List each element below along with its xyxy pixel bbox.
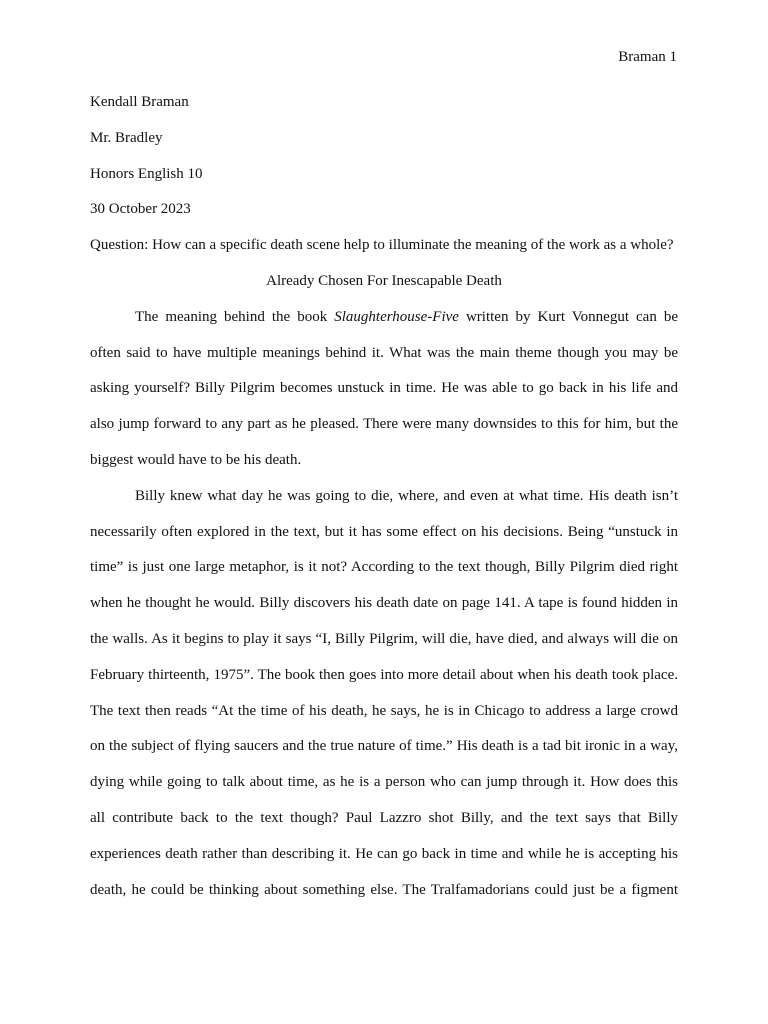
paragraph-2-line: death, he could be thinking about something else. The Tralfamadorians could just be a figment [90,881,678,898]
paragraph-2-line: The text then reads “At the time of his death, he says, he is in Chicago to address a large crowd [90,702,678,719]
paragraph-2-line: on the subject of flying saucers and the true nature of time.” His death is a tad bit ironic in a way, [90,738,678,755]
paragraph-2-line: the walls. As it begins to play it says “I, Billy Pilgrim, will die, have died, and always will die on [90,630,678,647]
paragraph-1-line-1 [90,305,678,341]
book-title-italic: Slaughterhouse-Five [334,308,459,325]
running-head: Braman 1 [618,49,677,65]
essay-body [90,90,678,913]
paragraph-2-line: all contribute back to the text though? Paul Lazzro shot Billy, and the text says that Billy [90,809,678,826]
text-span: written by Kurt Vonnegut can be [458,308,678,325]
paragraph-2-line: experiences death rather than describing it. He can go back in time and while he is accepting his [90,845,678,862]
paragraph-2-line: dying while going to talk about time, as he is a person who can jump through it. How does this [90,774,678,791]
paragraph-1-line-5: biggest would have to be his death. [90,451,302,468]
paragraph-2-line: time” is just one large metaphor, is it not? According to the text though, Billy Pilgrim died right [90,559,678,576]
essay-date: 30 October 2023 [90,201,191,218]
paragraph-2-line: February thirteenth, 1975”. The book then goes into more detail about when his death took place. [90,666,678,683]
paragraph-1-line-2: often said to have multiple meanings behind it. What was the main theme though you may be [90,344,678,361]
paragraph-2-line: Billy knew what day he was going to die, where, and even at what time. His death isn’t [135,487,678,504]
text-span: The meaning behind the book [135,308,335,325]
essay-question: Question: How can a specific death scene help to illuminate the meaning of the work as a whole? [90,237,674,254]
essay-title: Already Chosen For Inescapable Death [266,272,502,289]
paragraph-1-line-4: also jump forward to any part as he pleased. There were many downsides to this for him, but the [90,416,678,433]
paragraph-1-line-3: asking yourself? Billy Pilgrim becomes unstuck in time. He was able to go back in his life and [90,380,678,397]
course-name: Honors English 10 [90,165,203,182]
paragraph-2-line: necessarily often explored in the text, but it has some effect on his decisions. Being “unstuck in [90,523,678,540]
author-name: Kendall Braman [90,94,189,110]
teacher-name: Mr. Bradley [90,129,163,146]
paragraph-2-line: when he thought he would. Billy discovers his death date on page 141. A tape is found hidden in [90,595,678,612]
